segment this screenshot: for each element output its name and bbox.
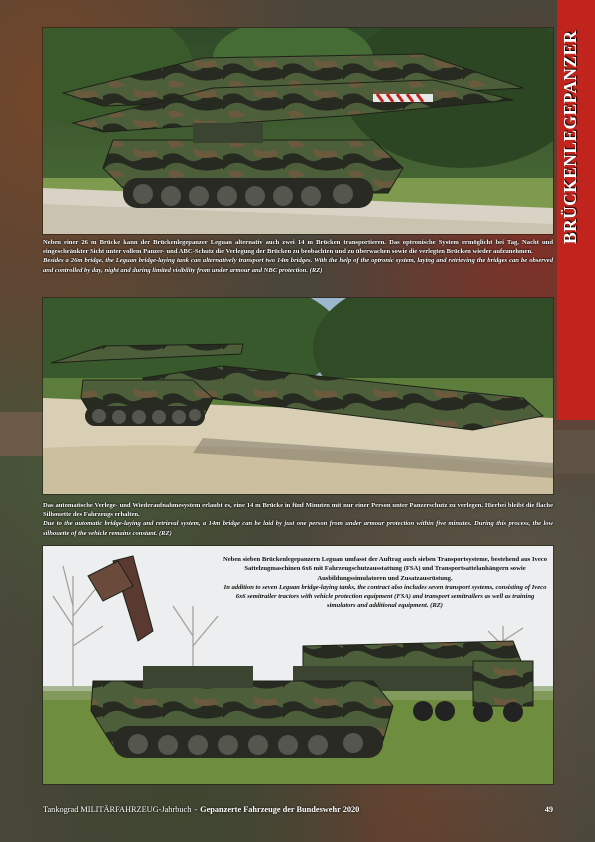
page-number: 49	[544, 805, 553, 814]
caption-en: Besides a 26m bridge, the Leguan bridge-laying tank can alternatively transport two 14m bridges. With the help of the optronic system, laying and retrieving the bridges can be observed and controlled by day, night and during limited visibility from under armour and NBC protection. (RZ)	[43, 257, 553, 274]
caption-de: Das automatische Verlege- und Wiederaufnahmesystem erlaubt es, eine 14 m Brücke in fünf Minuten mit nur einer Person unter Panzerschutz zu verlegen. Hierbei bleibt die flache Silhouette des Fahrzeugs erhalten.	[43, 502, 553, 519]
caption-en: In addition to seven Leguan bridge-laying tanks, the contract also includes seven transport systems, consisting of Iveco 6x6 semitrailer tractors with vehicle protection equipment (FSA) and transport semitrailers as well as training simulators and additional equipment. (RZ)	[223, 583, 547, 610]
footer-book-title: Gepanzerte Fahrzeuge der Bundeswehr 2020	[200, 805, 360, 814]
side-strip-left	[0, 412, 46, 456]
footer-separator: -	[194, 805, 198, 814]
caption-de: Neben sieben Brückenlegepanzern Leguan umfasst der Auftrag auch sieben Transportsysteme, bestehend aus Iveco Sattelzugmaschinen 6x6 mit Fahrzeugschutzausstattung (FSA) und Transportsattelanhängern sowie Ausbildungssimulatoren und Zusatzausrüstung.	[222, 556, 547, 582]
caption-photo-2	[43, 501, 553, 538]
caption-de: Neben einer 26 m Brücke kann der Brückenlegepanzer Leguan alternativ auch zwei 14 m Brücken transportieren. Das optronische System ermöglicht bei Tag, Nacht und eingeschränkter Sicht unter vollem Panzer- und ABC-Schutz die Verlegung der Brücken zu beobachten und zu überwachen sowie die verlegten Brücken wieder aufzunehmen.	[43, 239, 553, 256]
photo-bridge-laying	[43, 298, 553, 494]
caption-en: Due to the automatic bridge-laying and retrieval system, a 14m bridge can be laid by just one person from under armour protection within five minutes. During this process, the low silhouette of the vehicle remains constant. (RZ)	[43, 520, 553, 537]
section-title: BRÜCKENLEGEPANZER	[560, 30, 580, 245]
footer-publication	[43, 805, 359, 814]
caption-photo-1	[43, 238, 553, 275]
caption-photo-3	[222, 555, 548, 611]
footer-publisher: Tankograd MILITÄRFAHRZEUG-Jahrbuch	[43, 805, 192, 814]
side-strip-right	[549, 430, 595, 474]
photo-bridge-layer-two-bridges	[43, 28, 553, 234]
